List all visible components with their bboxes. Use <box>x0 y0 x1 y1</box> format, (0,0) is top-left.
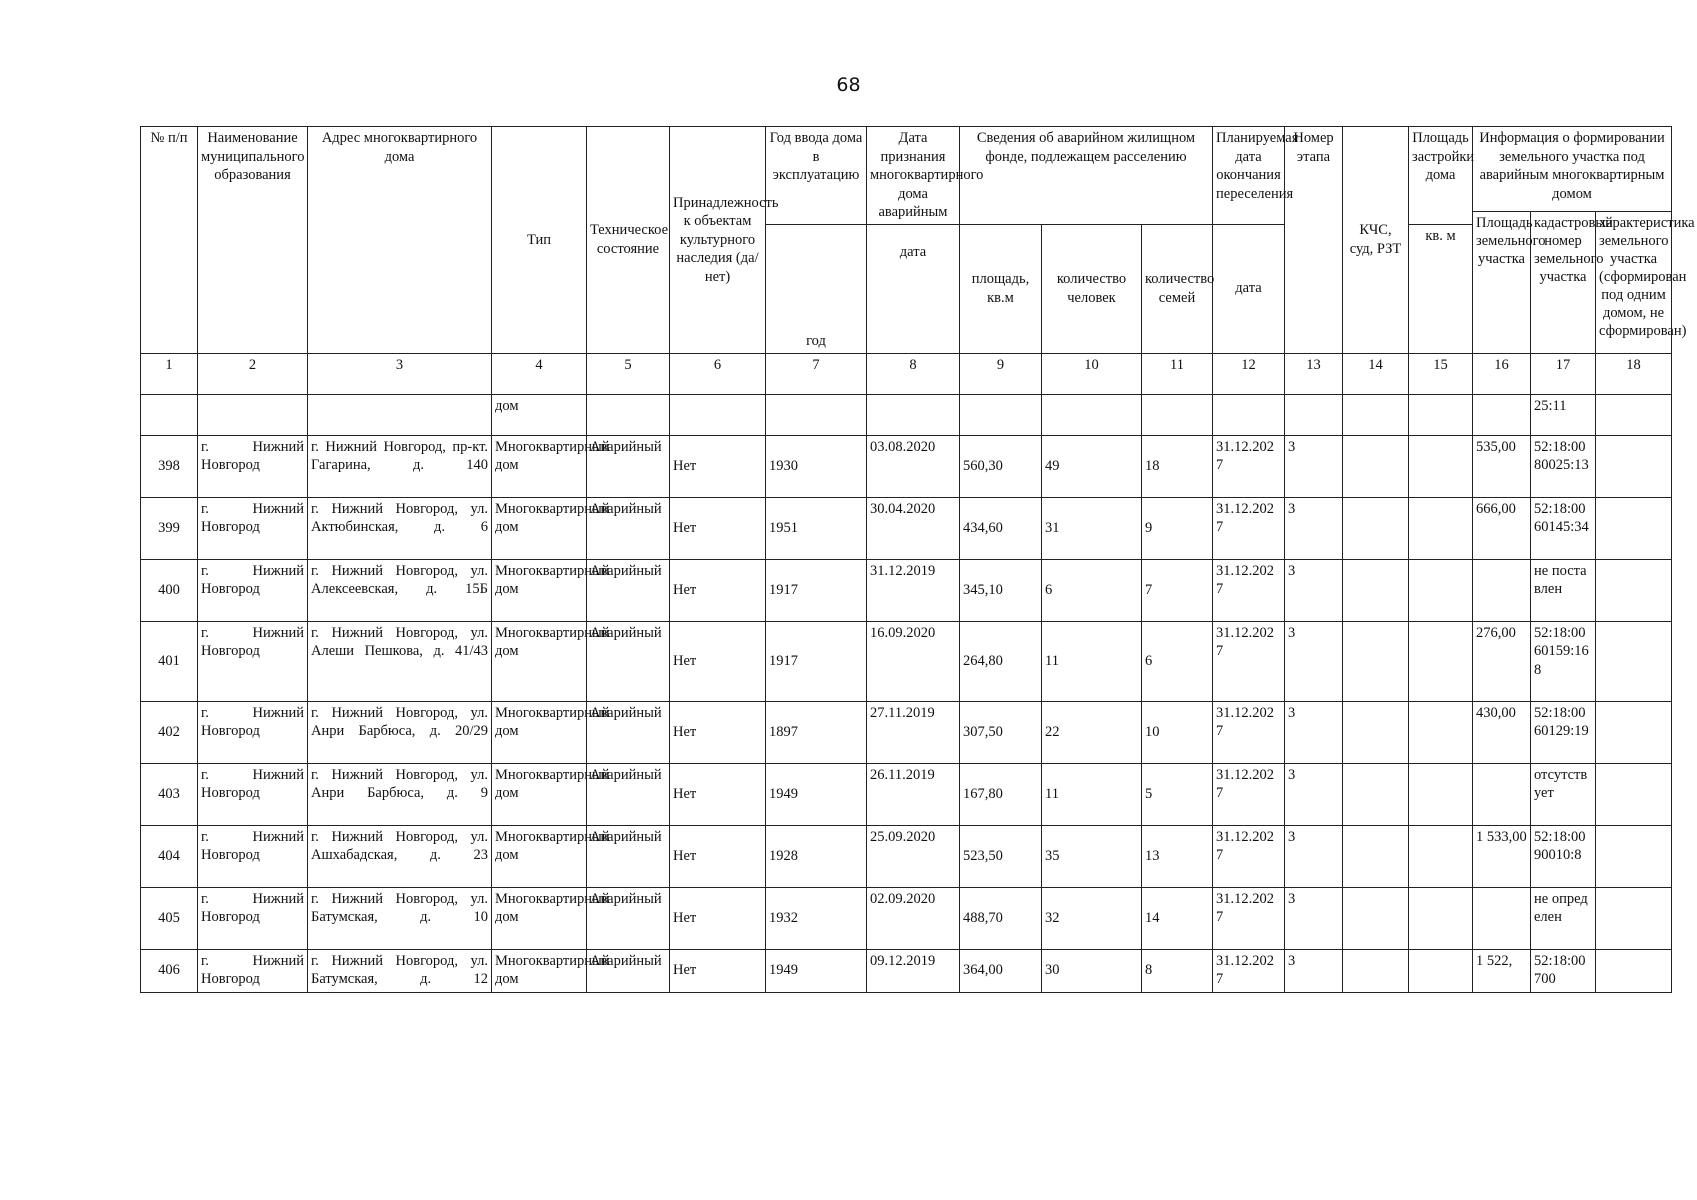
family-count: 13 <box>1142 825 1213 887</box>
cadastral-number: 52:18:00700 <box>1531 949 1596 992</box>
land-area: 1 533,00 <box>1473 825 1531 887</box>
address: г. Нижний Новгород, ул. Анри Барбюса, д. 9 <box>308 763 492 825</box>
header-end-date-unit: дата <box>1213 224 1285 353</box>
municipality-line: Новгород <box>201 785 260 801</box>
commission-year: 1951 <box>766 497 867 559</box>
column-number: 8 <box>867 353 960 394</box>
recognition-date: 31.12.2019 <box>867 559 960 621</box>
header-heritage: Принадлежность к объектам культурного наследия (да/нет) <box>670 127 766 354</box>
kchs-value <box>1343 949 1409 992</box>
header-build-area-unit: кв. м <box>1409 224 1473 353</box>
kchs-value <box>1343 701 1409 763</box>
kchs-value <box>1343 497 1409 559</box>
stage-number: 3 <box>1285 559 1343 621</box>
kchs-value <box>1343 763 1409 825</box>
commission-year: 1949 <box>766 949 867 992</box>
recognition-date: 02.09.2020 <box>867 887 960 949</box>
commission-year: 1930 <box>766 435 867 497</box>
header-land-char: характеристика земельного участка (сформирован под одним домом, не сформирован) <box>1596 212 1672 354</box>
land-area: 430,00 <box>1473 701 1531 763</box>
cadastral-number: 52:18:0080025:13 <box>1531 435 1596 497</box>
land-characteristic <box>1596 887 1672 949</box>
resettlement-end-date: 31.12.2027 <box>1213 621 1285 701</box>
municipality-line: г. Нижний <box>201 890 304 907</box>
land-area: 666,00 <box>1473 497 1531 559</box>
housing-area: 523,50 <box>960 825 1042 887</box>
resettlement-end-date: 31.12.2027 <box>1213 701 1285 763</box>
header-recognition-date: Дата признания многоквартирного дома аварийным <box>867 127 960 225</box>
build-area <box>1409 559 1473 621</box>
resettlement-end-date: 31.12.2027 <box>1213 435 1285 497</box>
column-number-row <box>141 353 1672 394</box>
table-row <box>141 701 1672 763</box>
tech-condition: Аварийный <box>587 949 670 992</box>
house-type: Многоквартирный дом <box>492 435 587 497</box>
house-type: Многоквартирный дом <box>492 559 587 621</box>
cadastral-number: 52:18:0060145:34 <box>1531 497 1596 559</box>
build-area <box>1409 435 1473 497</box>
tech-condition: Аварийный <box>587 701 670 763</box>
column-number: 18 <box>1596 353 1672 394</box>
table-header <box>141 127 1695 436</box>
municipality-line: г. Нижний <box>201 828 304 845</box>
column-number: 7 <box>766 353 867 394</box>
table-row <box>141 887 1672 949</box>
build-area <box>1409 701 1473 763</box>
cadastral-number: 52:18:0090010:8 <box>1531 825 1596 887</box>
build-area <box>1409 497 1473 559</box>
heritage-flag: Нет <box>670 621 766 701</box>
kchs-value <box>1343 825 1409 887</box>
land-characteristic <box>1596 435 1672 497</box>
housing-area: 560,30 <box>960 435 1042 497</box>
address: г. Нижний Новгород, ул. Алеши Пешкова, д. 41/43 <box>308 621 492 701</box>
recognition-date: 25.09.2020 <box>867 825 960 887</box>
municipality-line: г. Нижний <box>201 766 304 783</box>
cadastral-number: отсутствует <box>1531 763 1596 825</box>
column-number: 16 <box>1473 353 1531 394</box>
people-count: 22 <box>1042 701 1142 763</box>
family-count: 18 <box>1142 435 1213 497</box>
tech-condition: Аварийный <box>587 621 670 701</box>
table-row <box>141 825 1672 887</box>
header-kchs: КЧС, суд, РЗТ <box>1343 127 1409 354</box>
continuation-row <box>141 394 1672 435</box>
row-number: 401 <box>141 621 198 701</box>
recognition-date: 27.11.2019 <box>867 701 960 763</box>
land-area: 276,00 <box>1473 621 1531 701</box>
land-area <box>1473 887 1531 949</box>
municipality <box>198 825 308 887</box>
tech-condition: Аварийный <box>587 763 670 825</box>
stage-number: 3 <box>1285 621 1343 701</box>
page-number: 68 <box>836 74 861 96</box>
municipality-line: Новгород <box>201 581 260 597</box>
municipality <box>198 559 308 621</box>
municipality <box>198 497 308 559</box>
house-type: Многоквартирный дом <box>492 701 587 763</box>
housing-area: 488,70 <box>960 887 1042 949</box>
emergency-housing-table <box>140 126 1695 993</box>
heritage-flag: Нет <box>670 825 766 887</box>
tech-condition: Аварийный <box>587 435 670 497</box>
header-stage: Номер этапа <box>1285 127 1343 354</box>
column-number: 12 <box>1213 353 1285 394</box>
municipality-line: Новгород <box>201 909 260 925</box>
housing-area: 167,80 <box>960 763 1042 825</box>
house-type: Многоквартирный дом <box>492 949 587 992</box>
address: г. Нижний Новгород, ул. Анри Барбюса, д. 20/29 <box>308 701 492 763</box>
column-number: 1 <box>141 353 198 394</box>
land-characteristic <box>1596 559 1672 621</box>
housing-area: 364,00 <box>960 949 1042 992</box>
municipality <box>198 701 308 763</box>
house-type: Многоквартирный дом <box>492 621 587 701</box>
header-area: площадь, кв.м <box>960 224 1042 353</box>
municipality <box>198 435 308 497</box>
municipality <box>198 763 308 825</box>
column-number: 6 <box>670 353 766 394</box>
resettlement-end-date: 31.12.2027 <box>1213 559 1285 621</box>
build-area <box>1409 949 1473 992</box>
header-year: Год ввода дома в эксплуатацию <box>766 127 867 225</box>
header-land-area-label: Площадь земельного участка <box>1476 215 1546 267</box>
commission-year: 1928 <box>766 825 867 887</box>
recognition-date: 30.04.2020 <box>867 497 960 559</box>
commission-year: 1917 <box>766 621 867 701</box>
header-people: количество человек <box>1042 224 1142 353</box>
housing-area: 264,80 <box>960 621 1042 701</box>
row-number: 405 <box>141 887 198 949</box>
heritage-flag: Нет <box>670 887 766 949</box>
commission-year: 1932 <box>766 887 867 949</box>
row-number: 403 <box>141 763 198 825</box>
house-type: Многоквартирный дом <box>492 763 587 825</box>
people-count: 6 <box>1042 559 1142 621</box>
column-number: 9 <box>960 353 1042 394</box>
family-count: 10 <box>1142 701 1213 763</box>
column-number: 4 <box>492 353 587 394</box>
housing-area: 434,60 <box>960 497 1042 559</box>
column-number: 15 <box>1409 353 1473 394</box>
row-number: 406 <box>141 949 198 992</box>
tech-condition: Аварийный <box>587 887 670 949</box>
row-number: 404 <box>141 825 198 887</box>
municipality-line: Новгород <box>201 971 260 987</box>
municipality-line: г. Нижний <box>201 438 304 455</box>
cadastral-number: не определен <box>1531 887 1596 949</box>
header-cadastral: кадастровый номер земельного участка <box>1531 212 1596 354</box>
header-num: № п/п <box>141 127 198 354</box>
kchs-value <box>1343 559 1409 621</box>
table-row <box>141 435 1672 497</box>
header-land-area <box>1473 212 1546 354</box>
family-count: 5 <box>1142 763 1213 825</box>
housing-area: 345,10 <box>960 559 1042 621</box>
header-end-date: Планируемая дата окончания переселения <box>1213 127 1285 225</box>
header-date-unit: дата <box>867 224 960 353</box>
recognition-date: 09.12.2019 <box>867 949 960 992</box>
land-characteristic <box>1596 825 1672 887</box>
people-count: 30 <box>1042 949 1142 992</box>
heritage-flag: Нет <box>670 497 766 559</box>
heritage-flag: Нет <box>670 701 766 763</box>
resettlement-end-date: 31.12.2027 <box>1213 949 1285 992</box>
recognition-date: 16.09.2020 <box>867 621 960 701</box>
header-families: количество семей <box>1142 224 1213 353</box>
land-area <box>1473 559 1531 621</box>
cadastral-number: не поставлен <box>1531 559 1596 621</box>
stage-number: 3 <box>1285 497 1343 559</box>
land-area: 535,00 <box>1473 435 1531 497</box>
column-number: 17 <box>1531 353 1596 394</box>
header-build-area: Площадь застройки дома <box>1409 127 1473 225</box>
address: г. Нижний Новгород, ул. Батумская, д. 12 <box>308 949 492 992</box>
build-area <box>1409 825 1473 887</box>
recognition-date: 03.08.2020 <box>867 435 960 497</box>
kchs-value <box>1343 435 1409 497</box>
stage-number: 3 <box>1285 825 1343 887</box>
row-number: 400 <box>141 559 198 621</box>
column-number: 3 <box>308 353 492 394</box>
header-type: Тип <box>492 127 587 354</box>
continuation-type: дом <box>492 394 587 435</box>
commission-year: 1917 <box>766 559 867 621</box>
family-count: 8 <box>1142 949 1213 992</box>
column-number: 10 <box>1042 353 1142 394</box>
column-number: 5 <box>587 353 670 394</box>
table-row <box>141 559 1672 621</box>
stage-number: 3 <box>1285 435 1343 497</box>
family-count: 7 <box>1142 559 1213 621</box>
table-row <box>141 763 1672 825</box>
header-condition: Техническое состояние <box>587 127 670 354</box>
recognition-date: 26.11.2019 <box>867 763 960 825</box>
build-area <box>1409 887 1473 949</box>
cadastral-number: 52:18:0060159:168 <box>1531 621 1596 701</box>
tech-condition: Аварийный <box>587 559 670 621</box>
row-number: 402 <box>141 701 198 763</box>
commission-year: 1949 <box>766 763 867 825</box>
kchs-value <box>1343 887 1409 949</box>
municipality-line: Новгород <box>201 847 260 863</box>
address: г. Нижний Новгород, ул. Алексеевская, д. 15Б <box>308 559 492 621</box>
tech-condition: Аварийный <box>587 497 670 559</box>
municipality-line: Новгород <box>201 723 260 739</box>
cadastral-number: 52:18:0060129:19 <box>1531 701 1596 763</box>
header-municipality: Наименование муниципального образования <box>198 127 308 354</box>
municipality <box>198 621 308 701</box>
row-number: 398 <box>141 435 198 497</box>
municipality-line: Новгород <box>201 519 260 535</box>
land-characteristic <box>1596 701 1672 763</box>
municipality-line: Новгород <box>201 643 260 659</box>
address: г. Нижний Новгород, ул. Ашхабадская, д. 23 <box>308 825 492 887</box>
resettlement-end-date: 31.12.2027 <box>1213 763 1285 825</box>
stage-number: 3 <box>1285 763 1343 825</box>
stage-number: 3 <box>1285 887 1343 949</box>
house-type: Многоквартирный дом <box>492 497 587 559</box>
header-group-land: Информация о формировании земельного участка под аварийным многоквартирным домом <box>1473 127 1672 212</box>
resettlement-end-date: 31.12.2027 <box>1213 825 1285 887</box>
heritage-flag: Нет <box>670 949 766 992</box>
municipality-line: г. Нижний <box>201 704 304 721</box>
stage-number: 3 <box>1285 949 1343 992</box>
heritage-flag: Нет <box>670 435 766 497</box>
municipality-line: г. Нижний <box>201 624 304 641</box>
housing-area: 307,50 <box>960 701 1042 763</box>
people-count: 32 <box>1042 887 1142 949</box>
column-number: 13 <box>1285 353 1343 394</box>
family-count: 9 <box>1142 497 1213 559</box>
municipality-line: г. Нижний <box>201 952 304 969</box>
address: г. Нижний Новгород, ул. Батумская, д. 10 <box>308 887 492 949</box>
land-area <box>1473 763 1531 825</box>
land-characteristic <box>1596 763 1672 825</box>
column-number: 11 <box>1142 353 1213 394</box>
land-area: 1 522, <box>1473 949 1531 992</box>
land-characteristic <box>1596 949 1672 992</box>
column-number: 2 <box>198 353 308 394</box>
row-number: 399 <box>141 497 198 559</box>
kchs-value <box>1343 621 1409 701</box>
resettlement-end-date: 31.12.2027 <box>1213 887 1285 949</box>
header-year-unit: год <box>766 224 867 353</box>
municipality-line: г. Нижний <box>201 500 304 517</box>
municipality <box>198 887 308 949</box>
table-row <box>141 497 1672 559</box>
tech-condition: Аварийный <box>587 825 670 887</box>
build-area <box>1409 621 1473 701</box>
people-count: 11 <box>1042 621 1142 701</box>
heritage-flag: Нет <box>670 763 766 825</box>
municipality <box>198 949 308 992</box>
header-address: Адрес многоквартирного дома <box>308 127 492 354</box>
family-count: 6 <box>1142 621 1213 701</box>
stage-number: 3 <box>1285 701 1343 763</box>
people-count: 49 <box>1042 435 1142 497</box>
heritage-flag: Нет <box>670 559 766 621</box>
address: г. Нижний Новгород, ул. Актюбинская, д. 6 <box>308 497 492 559</box>
house-type: Многоквартирный дом <box>492 887 587 949</box>
people-count: 31 <box>1042 497 1142 559</box>
land-characteristic <box>1596 497 1672 559</box>
family-count: 14 <box>1142 887 1213 949</box>
address: г. Нижний Новгород, пр-кт. Гагарина, д. 140 <box>308 435 492 497</box>
people-count: 35 <box>1042 825 1142 887</box>
municipality-line: Новгород <box>201 457 260 473</box>
table-row <box>141 949 1672 992</box>
build-area <box>1409 763 1473 825</box>
commission-year: 1897 <box>766 701 867 763</box>
column-number: 14 <box>1343 353 1409 394</box>
house-type: Многоквартирный дом <box>492 825 587 887</box>
continuation-cadastral: 25:11 <box>1531 394 1596 435</box>
table-body <box>141 435 1672 992</box>
resettlement-end-date: 31.12.2027 <box>1213 497 1285 559</box>
table-row <box>141 621 1672 701</box>
people-count: 11 <box>1042 763 1142 825</box>
header-group-housing: Сведения об аварийном жилищном фонде, подлежащем расселению <box>960 127 1213 225</box>
municipality-line: г. Нижний <box>201 562 304 579</box>
land-characteristic <box>1596 621 1672 701</box>
